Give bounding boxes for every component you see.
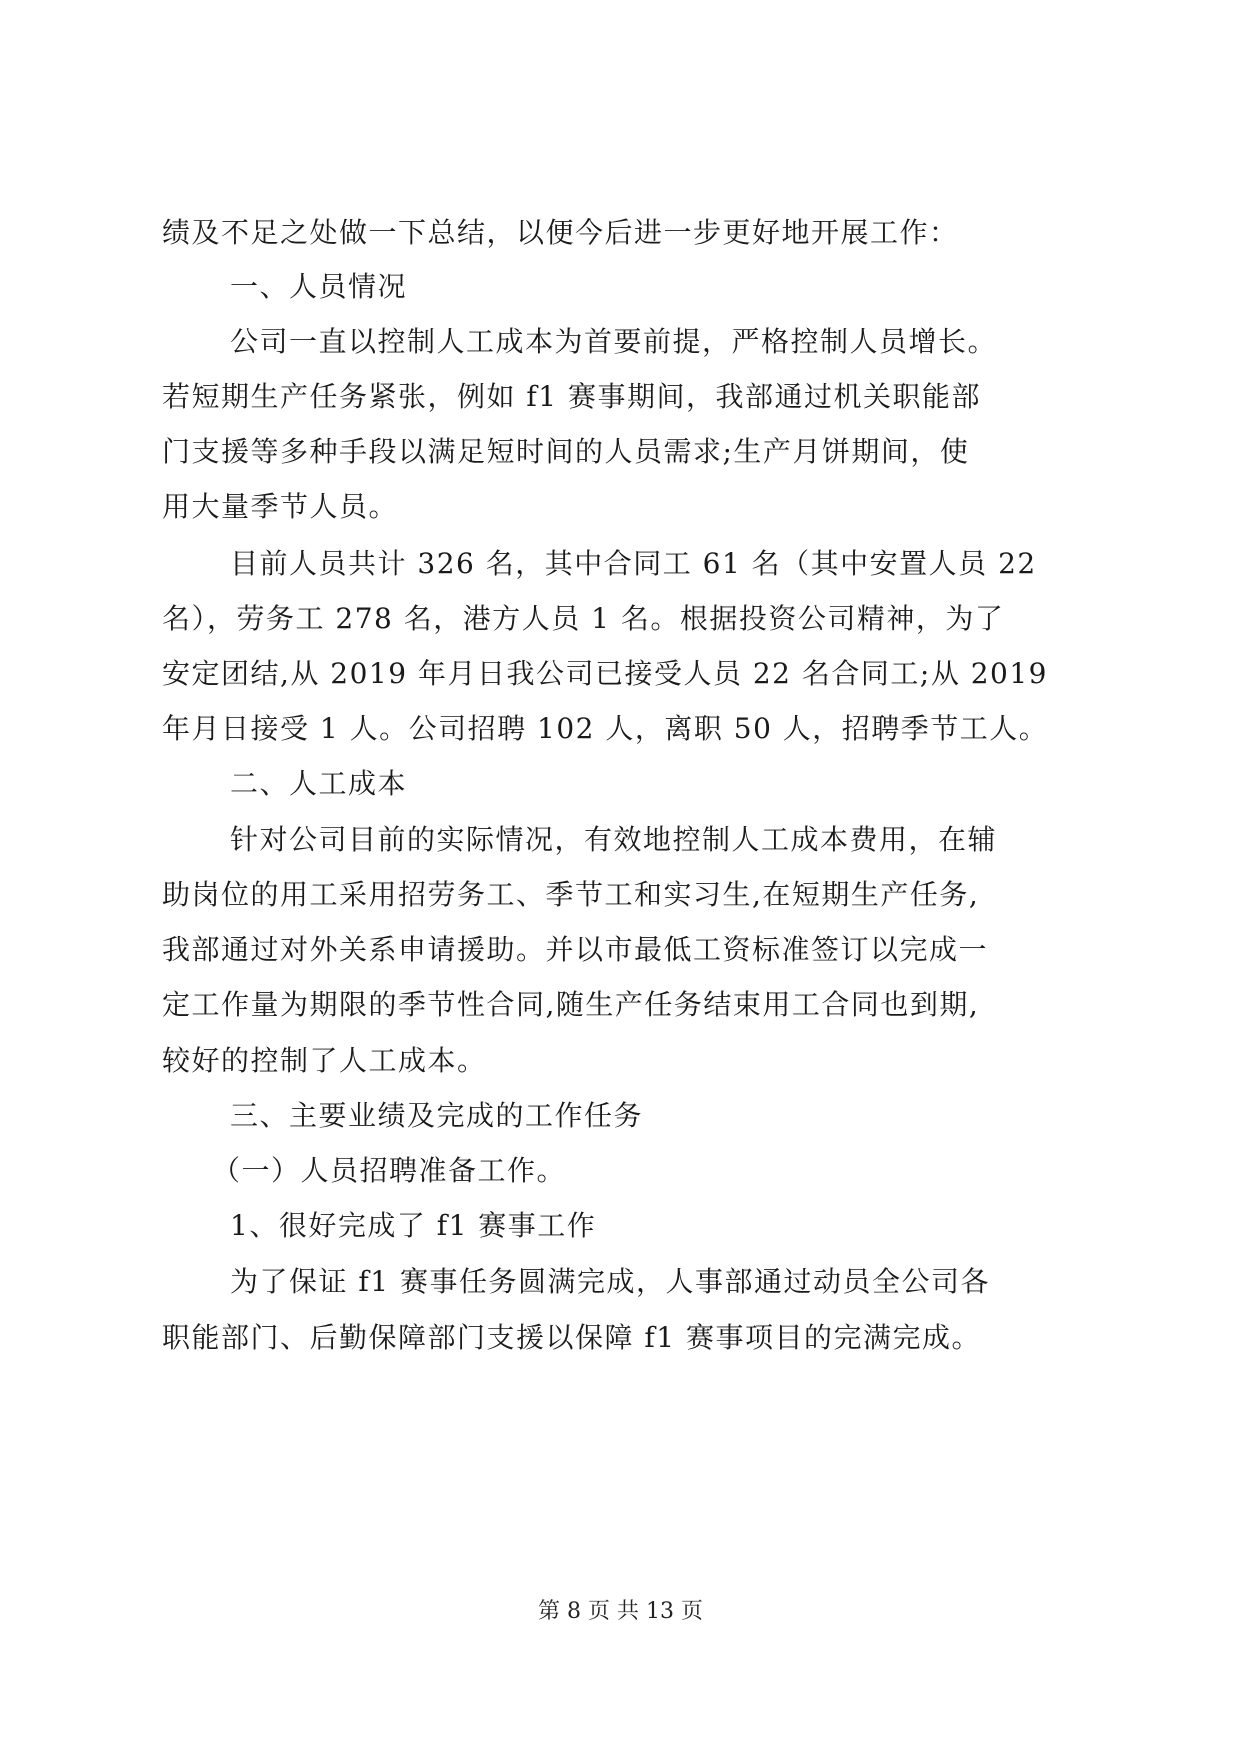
paragraph-line: 针对公司目前的实际情况，有效地控制人工成本费用，在辅 [230, 823, 998, 856]
paragraph-line: 年月日接受 1 人。公司招聘 102 人，离职 50 人，招聘季节工人。 [162, 712, 1049, 745]
paragraph-line: 为了保证 f1 赛事任务圆满完成，人事部通过动员全公司各 [230, 1265, 990, 1298]
paragraph-line: 名），劳务工 278 名，港方人员 1 名。根据投资公司精神，为了 [162, 602, 1005, 635]
paragraph-line: 门支援等多种手段以满足短时间的人员需求;生产月饼期间，使 [162, 435, 970, 468]
paragraph-line: 公司一直以控制人工成本为首要前提，严格控制人员增长。 [230, 325, 998, 358]
section-heading: 二、人工成本 [230, 767, 408, 800]
paragraph-line: 若短期生产任务紧张，例如 f1 赛事期间，我部通过机关职能部 [162, 380, 981, 413]
text-line: 绩及不足之处做一下总结，以便今后进一步更好地开展工作： [162, 216, 959, 249]
section-heading: 一、人员情况 [230, 270, 408, 303]
paragraph-line: 用大量季节人员。 [162, 490, 399, 523]
paragraph-line: 较好的控制了人工成本。 [162, 1044, 487, 1077]
paragraph-line: 安定团结,从 2019 年月日我公司已接受人员 22 名合同工;从 2019 [162, 657, 1048, 690]
paragraph-line: 职能部门、后勤保障部门支援以保障 f1 赛事项目的完满完成。 [162, 1321, 981, 1354]
section-heading: 三、主要业绩及完成的工作任务 [230, 1099, 644, 1132]
item-heading: 1、很好完成了 f1 赛事工作 [230, 1209, 597, 1242]
paragraph-line: 我部通过对外关系申请援助。并以市最低工资标准签订以完成一 [162, 933, 989, 966]
paragraph-line: 定工作量为期限的季节性合同,随生产任务结束用工合同也到期, [162, 988, 980, 1021]
paragraph-line: 助岗位的用工采用招劳务工、季节工和实习生,在短期生产任务, [162, 878, 980, 911]
page-number-footer: 第 8 页 共 13 页 [538, 1599, 703, 1624]
subsection-heading: （一）人员招聘准备工作。 [212, 1154, 567, 1187]
paragraph-line: 目前人员共计 326 名，其中合同工 61 名（其中安置人员 22 [230, 547, 1037, 580]
